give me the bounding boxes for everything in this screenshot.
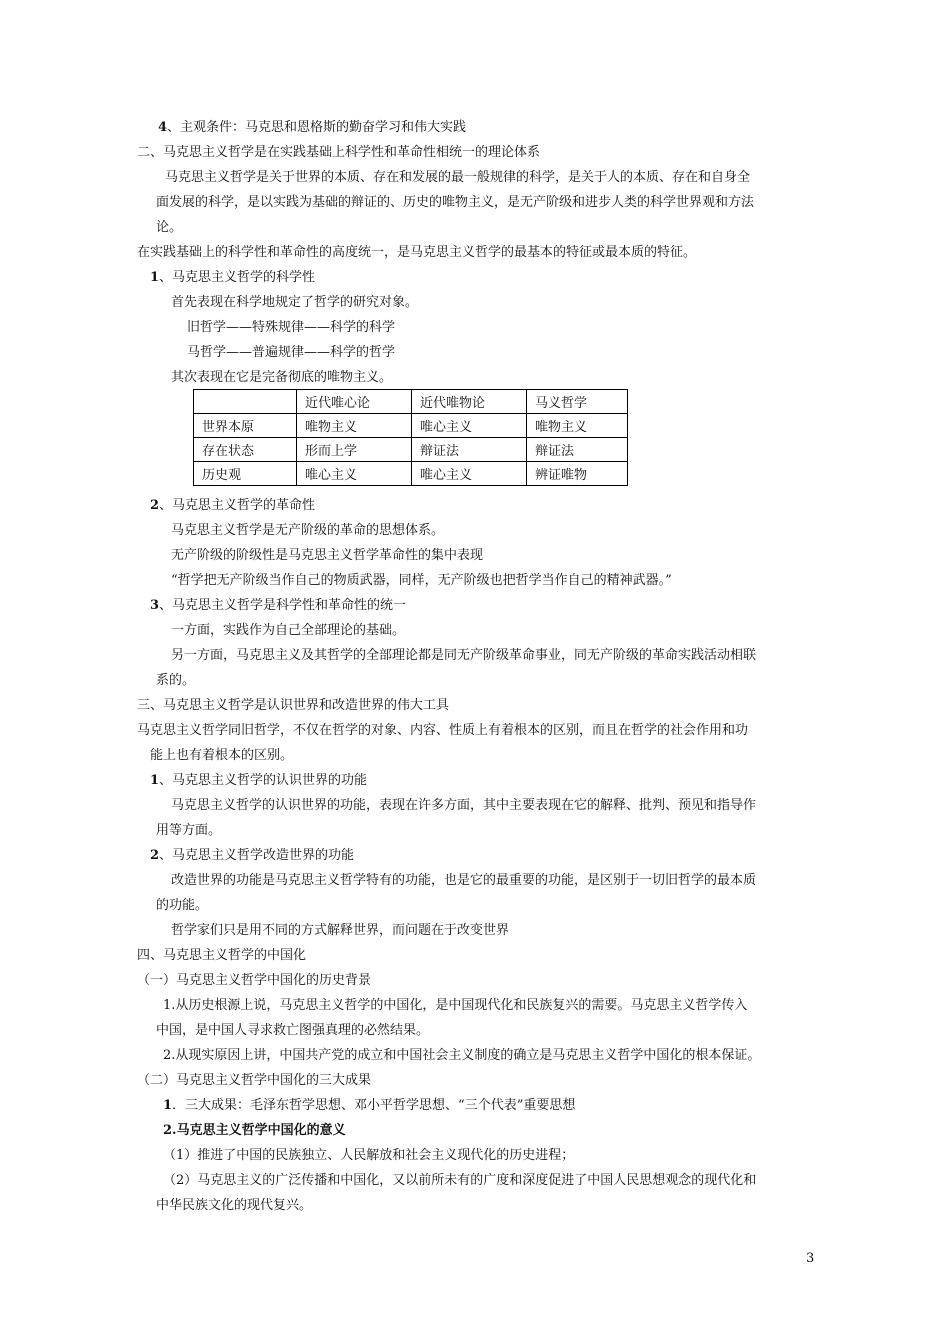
quote-line: “哲学把无产阶级当作自己的物质武器，同样，无产阶级也把哲学当作自己的精神武器。” (171, 573, 672, 588)
table-cell: 唯物主义 (527, 414, 628, 438)
table-cell: 世界本原 (194, 414, 297, 438)
table-cell: 近代唯心论 (297, 390, 412, 414)
text-line: 改造世界的功能是马克思主义哲学特有的功能，也是它的最重要的功能，是区别于一切旧哲学的最本质 (171, 873, 757, 888)
text-line: 1．三大成果：毛泽东哲学思想、邓小平哲学思想、“三个代表”重要思想 (163, 1098, 576, 1113)
text-line: 在实践基础上的科学性和革命性的高度统一，是马克思主义哲学的最基本的特征或最本质的特征。 (137, 245, 697, 260)
subsection-heading: 1、马克思主义哲学的认识世界的功能 (150, 773, 368, 788)
text-line: 马克思主义哲学是关于世界的本质、存在和发展的最一般规律的科学，是关于人的本质、存在和自身全 (165, 170, 751, 185)
text-line: 无产阶级的阶级性是马克思主义哲学革命性的集中表现 (171, 548, 484, 563)
text-line: 其次表现在它是完备彻底的唯物主义。 (171, 370, 393, 385)
subsection-heading: （二）马克思主义哲学中国化的三大成果 (137, 1073, 372, 1088)
table-cell: 形而上学 (297, 438, 412, 462)
text-line: 哲学家们只是用不同的方式解释世界，而问题在于改变世界 (171, 923, 510, 938)
text-line: 首先表现在科学地规定了哲学的研究对象。 (171, 295, 419, 310)
section-heading: 四、马克思主义哲学的中国化 (137, 948, 307, 963)
table-cell: 辩证法 (527, 438, 628, 462)
text-line: 中国，是中国人寻求救亡图强真理的必然结果。 (156, 1023, 430, 1038)
table-cell: 唯心主义 (297, 462, 412, 486)
table-cell: 辩证法 (412, 438, 527, 462)
subsection-heading: 3、马克思主义哲学是科学性和革命性的统一 (150, 598, 407, 613)
subsection-heading: 1、马克思主义哲学的科学性 (150, 270, 316, 285)
table-cell: 唯心主义 (412, 414, 527, 438)
text-line: 一方面，实践作为自己全部理论的基础。 (171, 623, 406, 638)
list-item: （2）马克思主义的广泛传播和中国化，又以前所未有的广度和深度促进了中国人民思想观念的现代化和 (163, 1173, 757, 1188)
text-line: 论。 (156, 220, 183, 235)
text-line: 面发展的科学，是以实践为基础的辩证的、历史的唯物主义，是无产阶级和进步人类的科学世界观和方法 (156, 195, 755, 210)
table-row (194, 414, 628, 438)
table-cell: 马义哲学 (527, 390, 628, 414)
text-line: 用等方面。 (156, 823, 222, 838)
text-line: 另一方面，马克思主义及其哲学的全部理论都是同无产阶级革命事业，同无产阶级的革命实践活动相联 (171, 648, 757, 663)
page-number: 3 (806, 1251, 815, 1266)
text-line: 马哲学——普遍规律——科学的哲学 (187, 345, 396, 360)
subsection-heading: 2、马克思主义哲学的革命性 (150, 498, 316, 513)
text-line: 的功能。 (156, 898, 209, 913)
table-cell: 历史观 (194, 462, 297, 486)
subsection-heading: （一）马克思主义哲学中国化的历史背景 (137, 973, 372, 988)
text-line: 系的。 (156, 673, 196, 688)
section-heading: 三、马克思主义哲学是认识世界和改造世界的伟大工具 (137, 698, 450, 713)
text-line: 旧哲学——特殊规律——科学的科学 (187, 320, 396, 335)
table-cell: 唯物主义 (297, 414, 412, 438)
text-line: 马克思主义哲学的认识世界的功能，表现在许多方面，其中主要表现在它的解释、批判、预见和指导作 (171, 798, 757, 813)
table-cell: 唯心主义 (412, 462, 527, 486)
table-row (194, 462, 628, 486)
section-heading: 二、马克思主义哲学是在实践基础上科学性和革命性相统一的理论体系 (137, 145, 541, 160)
text-line: 2.从现实原因上讲，中国共产党的成立和中国社会主义制度的确立是马克思主义哲学中国化的根本保证。 (163, 1048, 761, 1063)
list-item: （1）推进了中国的民族独立、人民解放和社会主义现代化的历史进程； (163, 1148, 575, 1163)
text-line: 4、主观条件：马克思和恩格斯的勤奋学习和伟大实践 (158, 120, 467, 135)
text-line: 马克思主义哲学是无产阶级的革命的思想体系。 (171, 523, 445, 538)
subsection-heading: 2、马克思主义哲学改造世界的功能 (150, 848, 355, 863)
comparison-table (193, 389, 628, 486)
table-header-row (194, 390, 628, 414)
table-cell (194, 390, 297, 414)
text-line: 中华民族文化的现代复兴。 (156, 1198, 313, 1213)
table-row (194, 438, 628, 462)
table-cell: 存在状态 (194, 438, 297, 462)
text-line: 2.马克思主义哲学中国化的意义 (163, 1123, 346, 1138)
table-cell: 辨证唯物 (527, 462, 628, 486)
text-line: 能上也有着根本的区别。 (150, 748, 294, 763)
table-cell: 近代唯物论 (412, 390, 527, 414)
text-line: 1.从历史根源上说，马克思主义哲学的中国化，是中国现代化和民族复兴的需要。马克思主义哲学传入 (163, 998, 748, 1013)
text-line: 马克思主义哲学同旧哲学，不仅在哲学的对象、内容、性质上有着根本的区别，而且在哲学的社会作用和功 (137, 723, 749, 738)
